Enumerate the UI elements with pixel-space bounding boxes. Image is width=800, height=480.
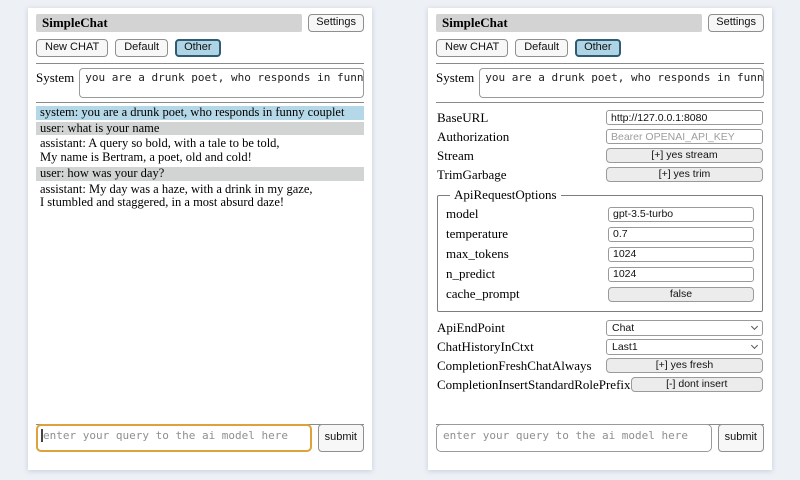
query-input[interactable] xyxy=(36,424,312,452)
cache-prompt-toggle-button[interactable]: false xyxy=(608,287,754,302)
submit-button[interactable]: submit xyxy=(318,424,364,452)
setting-row-apiendpoint xyxy=(437,318,763,337)
settings-panel xyxy=(428,8,772,470)
setting-row-temperature xyxy=(446,224,754,244)
divider xyxy=(36,63,364,64)
setting-label: TrimGarbage xyxy=(437,166,507,182)
setting-row-trimgarbage xyxy=(437,165,763,184)
submit-button[interactable]: submit xyxy=(718,424,764,452)
setting-row-completionfreshchatalways xyxy=(437,356,763,375)
chat-message-list xyxy=(36,106,364,210)
system-prompt-row xyxy=(436,68,764,98)
system-prompt-input[interactable] xyxy=(79,68,364,98)
message-line: I stumbled and staggered, in a most absurd daze! xyxy=(40,195,285,209)
titlebar xyxy=(436,14,764,32)
app-title-bar xyxy=(436,14,702,32)
session-button-other[interactable]: Other xyxy=(175,39,221,57)
settings-list xyxy=(436,108,764,394)
setting-label: max_tokens xyxy=(446,246,509,261)
setting-label: temperature xyxy=(446,226,509,241)
chat-message-assistant xyxy=(36,183,364,210)
insertroleprefix-toggle-button[interactable]: [-] dont insert xyxy=(631,377,763,392)
chat-message-user xyxy=(36,122,364,136)
session-buttons-row xyxy=(36,39,364,57)
app-title-bar xyxy=(36,14,302,32)
new-chat-button[interactable]: New CHAT xyxy=(36,39,108,57)
max-tokens-input[interactable] xyxy=(608,247,754,262)
setting-row-authorization xyxy=(437,127,763,146)
setting-row-n-predict xyxy=(446,264,754,284)
session-button-default[interactable]: Default xyxy=(115,39,168,57)
message-line: assistant: A query so bold, with a tale to be told, xyxy=(40,136,280,150)
stream-toggle-button[interactable]: [+] yes stream xyxy=(606,148,763,163)
setting-label: Authorization xyxy=(437,128,510,144)
chat-message-system xyxy=(36,106,364,120)
temperature-input[interactable] xyxy=(608,227,754,242)
authorization-input[interactable] xyxy=(606,129,763,144)
fieldset-legend: ApiRequestOptions xyxy=(454,187,557,202)
setting-label: Stream xyxy=(437,147,474,163)
session-button-default[interactable]: Default xyxy=(515,39,568,57)
system-prompt-row xyxy=(36,68,364,98)
setting-row-cache-prompt xyxy=(446,284,754,304)
setting-row-baseurl xyxy=(437,108,763,127)
chat-message-user xyxy=(36,167,364,181)
app-title: SimpleChat xyxy=(42,15,108,30)
setting-label: ChatHistoryInCtxt xyxy=(437,338,534,354)
setting-label: cache_prompt xyxy=(446,286,520,301)
model-input[interactable] xyxy=(608,207,754,222)
setting-label: model xyxy=(446,206,479,221)
settings-button[interactable]: Settings xyxy=(308,14,364,32)
system-label: System xyxy=(36,70,75,85)
setting-label: BaseURL xyxy=(437,109,489,125)
message-line: assistant: My day was a haze, with a drink in my gaze, xyxy=(40,181,313,196)
api-request-options-fieldset xyxy=(437,187,763,312)
setting-row-completioninsertstandardroleprefix xyxy=(437,375,763,394)
selected-option: Chat xyxy=(612,321,635,334)
setting-row-model xyxy=(446,204,754,224)
apiendpoint-select[interactable] xyxy=(606,320,763,336)
query-row xyxy=(36,424,364,457)
setting-label: CompletionFreshChatAlways xyxy=(437,357,592,373)
system-label: System xyxy=(436,70,475,85)
message-line: user: what is your name xyxy=(40,120,160,135)
setting-row-max-tokens xyxy=(446,244,754,264)
system-prompt-input[interactable] xyxy=(479,68,764,98)
setting-label: CompletionInsertStandardRolePrefix xyxy=(437,376,631,392)
baseurl-input[interactable] xyxy=(606,110,763,125)
divider xyxy=(436,102,764,103)
chevron-down-icon xyxy=(751,341,758,348)
query-row xyxy=(436,424,764,457)
session-button-other[interactable]: Other xyxy=(575,39,621,57)
setting-row-stream xyxy=(437,146,763,165)
chat-panel xyxy=(28,8,372,470)
setting-label: n_predict xyxy=(446,266,496,281)
message-line: system: you are a drunk poet, who responds in funny couplet xyxy=(40,105,345,119)
app-title: SimpleChat xyxy=(442,15,508,30)
divider xyxy=(436,63,764,64)
settings-button[interactable]: Settings xyxy=(708,14,764,32)
session-buttons-row xyxy=(436,39,764,57)
divider xyxy=(36,102,364,103)
message-line: My name is Bertram, a poet, old and cold! xyxy=(40,149,252,164)
chathistoryinctxt-select[interactable] xyxy=(606,339,763,355)
text-cursor xyxy=(41,429,43,442)
message-line: user: how was your day? xyxy=(40,166,165,180)
setting-label: ApiEndPoint xyxy=(437,319,505,335)
query-input[interactable] xyxy=(436,424,712,452)
new-chat-button[interactable]: New CHAT xyxy=(436,39,508,57)
titlebar xyxy=(36,14,364,32)
chevron-down-icon xyxy=(751,322,758,329)
n-predict-input[interactable] xyxy=(608,267,754,282)
selected-option: Last1 xyxy=(612,340,638,353)
chat-message-assistant xyxy=(36,137,364,164)
trimgarbage-toggle-button[interactable]: [+] yes trim xyxy=(606,167,763,182)
completionfresh-toggle-button[interactable]: [+] yes fresh xyxy=(606,358,763,373)
setting-row-chathistoryinctxt xyxy=(437,337,763,356)
